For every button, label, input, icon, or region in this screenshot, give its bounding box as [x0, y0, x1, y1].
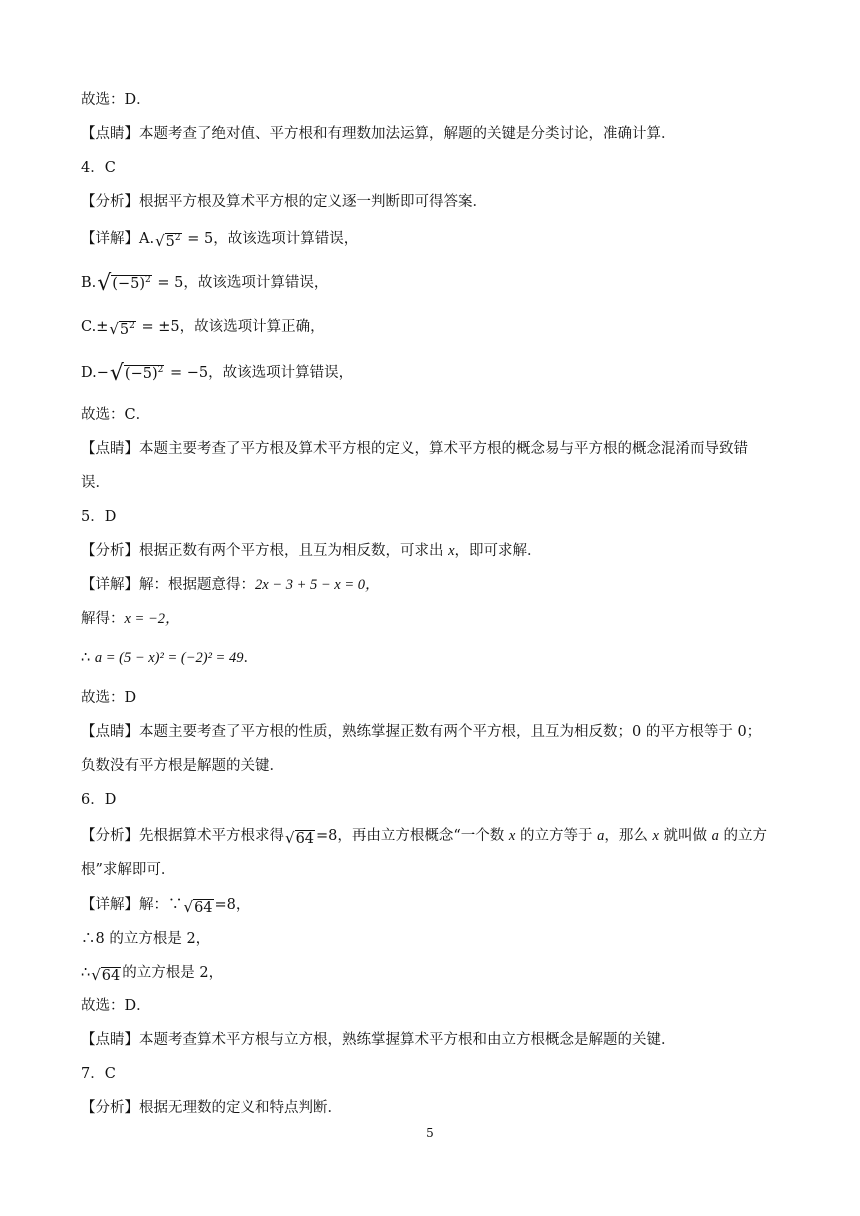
question-number: 5．D: [81, 509, 117, 525]
analysis-line: [81, 541, 794, 561]
variable-x: x: [508, 828, 516, 844]
equation-result: = ±5: [136, 319, 180, 335]
text: ，故该选项计算错误，: [213, 231, 359, 247]
detail-line-b: [81, 273, 794, 295]
number: (−5): [124, 366, 158, 382]
analysis-line-cont: 根”求解即可．: [81, 862, 176, 878]
detail-line: [81, 895, 794, 917]
text: 【详解】解：∵: [81, 897, 183, 913]
comment-line: 【点睛】本题考查算术平方根与立方根，熟练掌握算术平方根和由立方根概念是解题的关键．: [81, 1032, 676, 1048]
text: =8，: [214, 897, 251, 913]
radical-sign: √: [183, 898, 194, 916]
comment-line: 【点睛】本题考查了绝对值、平方根和有理数加法运算，解题的关键是分类讨论，准确计算．: [81, 126, 676, 142]
variable-a: a: [597, 828, 605, 844]
comment-line-cont: 误．: [81, 475, 110, 491]
exponent: 2: [145, 275, 151, 285]
radical-sign: √: [109, 361, 124, 386]
therefore-symbol: ∴: [81, 650, 95, 666]
text: B.: [81, 275, 97, 291]
analysis-line: [81, 826, 794, 848]
text: 解得：: [81, 611, 125, 627]
plus-minus: ±: [96, 319, 109, 335]
detail-line-d: [81, 363, 794, 385]
sqrt-expression: [110, 363, 164, 385]
solve-line: [81, 609, 794, 629]
text: 就叫做: [658, 828, 712, 844]
text: D.: [81, 365, 97, 381]
detail-line-c: [81, 317, 794, 339]
question-number: 6．D: [81, 792, 117, 808]
radical-sign: √: [155, 232, 165, 250]
equation-result: = 5: [182, 231, 214, 247]
radicand: 64: [295, 831, 315, 847]
radicand: 64: [101, 968, 121, 984]
exponent: 2: [174, 233, 181, 243]
text: 【详解】解：根据题意得：: [81, 577, 255, 593]
answer-line: 故选：C．: [81, 407, 151, 423]
radicand: [119, 321, 136, 339]
radicand: 64: [194, 900, 213, 916]
step-line: ∴8 的立方根是 2，: [81, 931, 211, 947]
sqrt-expression: [155, 232, 182, 251]
sqrt-expression: [97, 273, 151, 295]
question-number: 7．C: [81, 1066, 116, 1082]
question-number: 4．C: [81, 160, 116, 176]
detail-line-a: [81, 229, 794, 251]
text: ．: [243, 650, 258, 666]
number: 5: [119, 322, 130, 338]
text: ，故该选项计算正确，: [179, 319, 325, 335]
equation: x = −2，: [124, 611, 180, 627]
text: ，那么: [604, 828, 653, 844]
variable-x: x: [448, 543, 455, 559]
text: 【分析】先根据算术平方根求得: [81, 828, 284, 844]
answer-line: 故选：D．: [81, 92, 151, 108]
exponent: 2: [129, 321, 135, 331]
variable-x: x: [652, 828, 659, 844]
text: ，即可求解．: [454, 543, 542, 559]
variable-a: a: [711, 828, 719, 844]
answer-line: 故选：D: [81, 690, 137, 706]
number: (−5): [112, 276, 145, 292]
text: 【分析】根据正数有两个平方根，且互为相反数，可求出: [81, 543, 449, 559]
exponent: 2: [157, 365, 164, 375]
analysis-line: 【分析】根据平方根及算术平方根的定义逐一判断即可得答案．: [81, 194, 487, 210]
detail-line: [81, 575, 794, 595]
radical-sign: √: [97, 271, 112, 296]
sqrt-expression: [285, 829, 315, 848]
comment-line: 【点睛】本题主要考查了平方根的性质，熟练掌握正数有两个平方根，且互为相反数；0 的平方根等于 0；: [81, 724, 762, 740]
analysis-line: 【分析】根据无理数的定义和特点判断．: [81, 1100, 342, 1116]
text: ∴: [81, 965, 91, 981]
text: 的立方: [718, 828, 767, 844]
radicand: [111, 275, 151, 293]
sqrt-expression: [91, 966, 121, 985]
sqrt-expression: [109, 320, 136, 339]
equation: a = (5 − x)² = (−2)² = 49: [94, 650, 244, 666]
text: 的立方等于: [515, 828, 598, 844]
comment-line: 【点睛】本题主要考查了平方根及算术平方根的定义，算术平方根的概念易与平方根的概念混淆而导致错: [81, 441, 748, 457]
text: 的立方根是 2，: [122, 965, 224, 981]
text: 【详解】A.: [81, 231, 155, 247]
text: C.: [81, 319, 97, 335]
number: 5: [165, 234, 175, 250]
radical-sign: √: [109, 320, 119, 338]
radicand: [165, 233, 182, 251]
page-number: 5: [426, 1126, 434, 1140]
comment-line-cont: 负数没有平方根是解题的关键．: [81, 758, 284, 774]
text: ，故该选项计算错误，: [183, 275, 329, 291]
radical-sign: √: [91, 966, 101, 984]
answer-line: 故选：D．: [81, 998, 151, 1014]
equation: 2x − 3 + 5 − x = 0，: [255, 577, 380, 593]
result-line: [81, 648, 794, 668]
radical-sign: √: [285, 829, 295, 847]
equation-result: = 5: [152, 275, 184, 291]
equation-result: = −5: [165, 365, 209, 381]
text: ，故该选项计算错误，: [208, 365, 354, 381]
text: =8，再由立方根概念“一个数: [316, 828, 509, 844]
minus-sign: −: [96, 365, 109, 381]
radicand: [124, 365, 164, 383]
step-line: [81, 963, 794, 985]
sqrt-expression: [184, 898, 214, 917]
